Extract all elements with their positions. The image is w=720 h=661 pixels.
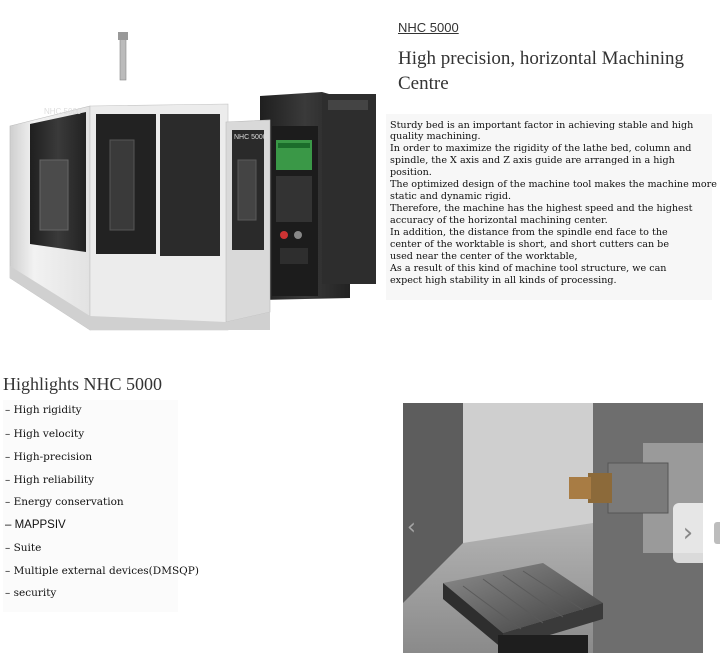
description-line: quality machining. [390, 131, 481, 142]
highlight-item: – High reliability [5, 474, 95, 486]
product-subtitle: High precision, horizontal Machining Centre [398, 48, 684, 94]
highlight-item: – Energy conservation [5, 496, 124, 508]
description-line: In order to maximize the rigidity of the lathe bed, column and [390, 143, 692, 154]
description-line: As a result of this kind of machine tool structure, we can [390, 263, 667, 274]
description-line: spindle, the X axis and Z axis guide are arranged in a high [390, 155, 675, 166]
machining-interior-photo [403, 403, 703, 653]
description-line: center of the worktable is short, and short cutters can be [390, 239, 669, 250]
description-line: used near the center of the worktable, [390, 251, 578, 262]
description-line: position. [390, 167, 432, 178]
description-line: accuracy of the horizontal machining center. [390, 215, 608, 226]
highlight-item: – security [5, 587, 57, 599]
machine-product-image [0, 30, 380, 340]
model-link[interactable]: NHC 5000 [398, 20, 459, 35]
highlight-item: – Suite [5, 542, 42, 554]
interior-illustration [403, 403, 703, 653]
chevron-right-icon: › [682, 518, 694, 548]
highlights-title: Highlights NHC 5000 [3, 374, 163, 394]
description-line: Sturdy bed is an important factor in achieving stable and high [390, 120, 694, 131]
description-line: In addition, the distance from the spindle end face to the [390, 227, 668, 238]
highlight-item: – High-precision [5, 451, 93, 463]
product-description [386, 114, 717, 300]
description-line: The optimized design of the machine tool makes the machine more [390, 179, 717, 190]
cabinet-label-front: NHC 5000 [44, 107, 82, 116]
cabinet-label-side: NHC 5000 [234, 134, 267, 141]
highlight-item: – High velocity [5, 428, 85, 440]
gallery-next-button[interactable] [673, 503, 703, 563]
description-line: static and dynamic rigid. [390, 191, 512, 202]
highlight-item: – High rigidity [5, 404, 82, 416]
highlight-item: – MAPPSIV [5, 519, 66, 531]
chevron-left-icon[interactable]: ‹ [407, 515, 416, 540]
highlight-item: – Multiple external devices(DMSQP) [5, 565, 199, 577]
highlights-list [3, 400, 199, 612]
description-line: expect high stability in all kinds of processing. [390, 275, 617, 286]
scroll-edge-tab[interactable] [714, 522, 720, 544]
description-line: Therefore, the machine has the highest speed and the highest [390, 203, 693, 214]
